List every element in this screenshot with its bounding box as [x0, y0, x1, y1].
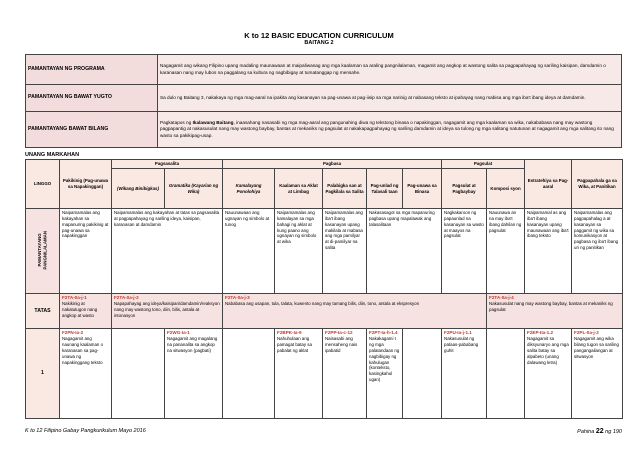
pamantayan-row — [26, 209, 623, 294]
tatas-cell-4: F2TA-0a-j-4 Nakasusulat nang may wastong baybay, bantas at mekaniks ng pagsulat — [487, 294, 623, 329]
week-1-label: 1 — [26, 329, 60, 419]
pamantayan-estratehiya: Naipamamal as ang iba't ibang kasanayan upang maunawaan ang iba't ibang teksto — [525, 209, 572, 294]
week1-pag-unlad: F2PT-Ia-h-1.4 Nakakagami t ng mga palatandaan ng nagbibigay ng kahulugan (konteksto, kasingkahul ugan) — [367, 329, 403, 419]
pagbasa-group-header: Pagbasa — [223, 160, 442, 169]
kaalaman-header: Kaalaman sa Aklat at Limbag — [275, 169, 323, 209]
document-title: K to 12 BASIC EDUCATION CURRICULUM — [244, 31, 394, 40]
standard-row-programa — [26, 55, 622, 85]
estratehiya-header: Estratehiya sa Pag-aaral — [525, 160, 572, 209]
komposisyon-header: Komposi syon — [487, 169, 525, 209]
tatas-row — [26, 294, 623, 329]
week1-kaalaman: F2BPK-Ia-9 Nahuhulaan ang pamagat batay sa pabalat ng aklat — [275, 329, 323, 419]
pagpapahalaga-header: Pagpapahala ga sa Wika, at Panitikan — [572, 160, 623, 209]
kamalayang-header: Kamalayang Ponolohiya — [223, 169, 275, 209]
pag-unawa-header: Pag-unawa sa Binasa — [403, 169, 442, 209]
pamantayan-pakikinig: Naipamamalas ang kakayahan sa mapanuring pakikinig at pag-unawa sa napakinggan — [60, 209, 112, 294]
week-1-row — [26, 329, 623, 419]
week1-komposisyon — [487, 329, 525, 419]
pamantayan-row-label: PAMANTAYANG PANGNILALAMAN — [26, 209, 60, 294]
tatas-cell-3: F2TA-0a-j-3 Nababasa ang usapan, tula, talata, kuwento nang may tamang bilis, diin, tono, antala at ekspresyon — [223, 294, 487, 329]
standard-row-bilang — [26, 112, 622, 148]
pamantayan-komposisyon: Nauunawa an na may iba't ibang dahilan ng pagsulat — [487, 209, 525, 294]
week1-pakikinig: F2PN-Ia-2 Nagagamit ang naunang kaalaman o karanasan sa pag-unawa ng napakinggang teksto — [60, 329, 112, 419]
curriculum-grid — [25, 159, 623, 419]
week1-wikang — [112, 329, 165, 419]
week1-kamalayang — [223, 329, 275, 419]
pagsulat-group-header: Pagsulat — [442, 160, 525, 169]
pamantayan-pagpapahalaga: Naipamamalas ang pagpapahalag a at kasanayan sa paggamit ng wika sa komunikasyon at pagbasa ng iba't ibang uri ng panitikan — [572, 209, 623, 294]
pag-unlad-header: Pag-unlad ng Talasali taan — [367, 169, 403, 209]
week1-pagsulat: F2PU-Ia-j-1.1 Nakasusulat ng pataas-pababang guhit — [442, 329, 487, 419]
gramatika-header: Gramatika (Kayarian ng Wika) — [165, 169, 223, 209]
pakikinig-header: Pakikinig (Pag-unawa sa Napakinggan) — [60, 160, 112, 209]
standard-label: PAMANTAYAN NG BAWAT YUGTO — [26, 85, 158, 112]
pagsulat-at-header: Pagsulat at Pagbaybay — [442, 169, 487, 209]
pamantayan-kaalaman: Naipamamalas ang kamalayan sa mga bahagi ng aklat at kung paano ang ugnayan ng simbolo at wika — [275, 209, 323, 294]
standard-label: PAMANTAYANG BAWAT BILANG — [26, 112, 158, 148]
group-header-row — [26, 160, 623, 169]
week1-pagpapahalaga: F2PL-0a-j-2 Nagagamit ang wika bilang tugon sa sariling pangangailangan at sitwasyon — [572, 329, 623, 419]
footer-left: K to 12 Filipino Gabay Pangkurikulum Mayo 2016 — [25, 428, 146, 434]
pamantayan-wika: Naipamamalas ang kakayahan at tatas sa pagsasalita at pagpapahayag ng sariling ideya, kaisipan, karanasan at damdamin — [112, 209, 223, 294]
week1-gramatika: F2WG-Ia-1 Nagagamit ang magalang na pananalita sa angkop na sitwasyon (pagbati) — [165, 329, 223, 419]
week1-pag-unawa — [403, 329, 442, 419]
tatas-cell-1: F2TA-0a-j-1 Nakikinig at nakatutugon nang angkop at wasto — [60, 294, 112, 329]
linggo-header: LINGGO — [26, 160, 60, 209]
standards-table — [25, 54, 622, 148]
standard-text: Pagkatapos ng Ikalawang Baitang, inaasahang nasasabi ng mga mag-aaral ang pangunahing diwa ng tekstong binasa o napakinggan, nagagamit ang mga kaalaman sa wika, nakababasa nang may wastong pagpapantig at nakasusulat nang may wastong baybay, bantas at mekaniks ng pagsulat at nakakapagpahayag ng sariling damdamin at ideya sa tulong ng mga salitang natutunan at nagagamit ang mga salitang ito nang wasto sa pakikipag-usap. — [158, 112, 622, 148]
pagsasalita-group-header: Pagsasalita — [112, 160, 223, 169]
pamantayan-pagsulat: Nagkakaroon ng papaunlad na kasanayan sa wasto at maayos na pagsulat — [442, 209, 487, 294]
grade-level: BAITANG 2 — [304, 40, 334, 46]
pamantayan-palabigkasan: Naipamamalas ang iba't ibang kasanayan upang makilala at mabasa ang mga pamilyar at di-pamilyar na salita — [323, 209, 367, 294]
pamantayan-pag-unawa: Nakasasagot sa mga mapanuring pagbasa upang mapalawak ang talasalitaan — [367, 209, 442, 294]
tatas-cell-2: F2TA-0a-j-2 Napapahayag ang ideya/kaisipan/damdamin/reaksyon nang may wastong tono, diin, bilis, antala at intonasyon — [112, 294, 223, 329]
standard-text: Sa dulo ng Baitang 3, nakakaya ng mga mag-aaral na ipakita ang kasanayan sa pag-unawa at pag-iisip sa mga narinig at nabasang teksto at ipahayag nang mabisa ang mga iba't ibang ideya at damdamin. — [158, 85, 622, 112]
wikang-header: (Wikang Binibigkas) — [112, 169, 165, 209]
page-number: Pahina 22 ng 190 — [577, 428, 622, 435]
standard-row-yugto — [26, 85, 622, 112]
pamantayan-kamalayang: Nauunawaan ang ugnayan ng simbolo at tunog — [223, 209, 275, 294]
tatas-row-label: TATAS — [26, 294, 60, 329]
standard-label: PAMANTAYAN NG PROGRAMA — [26, 55, 158, 85]
standard-text: Nagagamit ang wikang Filipino upang madaling maunawaan at maipaliwanag ang mga kaalaman sa araling pangnilalaman, magamit ang angkop at wastong salita sa pagpapahayag ng sariling kaisipan, damdamin o karanasan nang may lubos na paggalang sa kultura ng nagbibigay at tumatanggap ng mensahe. — [158, 55, 622, 85]
week1-palabigkasan: F2PP-Ia-c-12 Naisasabi ang mensaheng nais ipabatid — [323, 329, 367, 419]
week1-estratehiya: F2EP-IIa-1.2 Nagagamit sa diksyunaryo ang mga salita batay sa alpabeto (unang dalawang letra) — [525, 329, 572, 419]
palabigkasan-header: Palabigka san at Pagkilala sa Salita — [323, 169, 367, 209]
quarter-label: UNANG MARKAHAN — [25, 152, 80, 158]
